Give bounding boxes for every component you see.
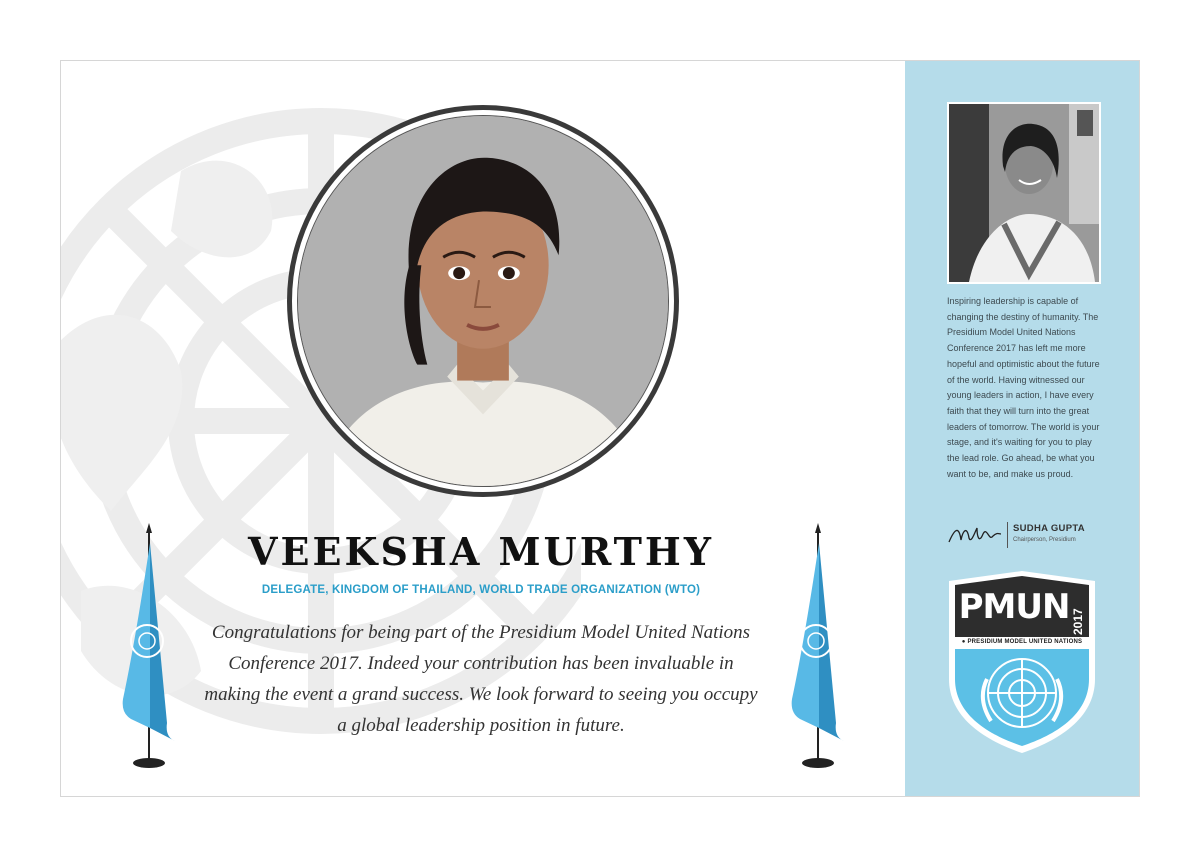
signature-block [947,519,1117,553]
signatory-name: SUDHA GUPTA [1013,523,1085,534]
congratulations-message: Congratulations for being part of the Presidium Model United Nations Conference 2017. Indeed your contribution has been invaluable in making the event a grand success. We look forward to seeing you occupy a global leadership position in future. [204,622,758,736]
signature-divider [1007,522,1008,548]
un-flag-right-icon [788,523,848,771]
badge-title: PMUN [958,587,1070,627]
signatory-title: Chairperson, Presidium [1013,537,1076,543]
handwritten-signature [947,522,1003,548]
badge-year: 2017 [1071,608,1085,635]
pmun-badge [947,569,1097,755]
chairperson-quote: Inspiring leadership is capable of changing the destiny of humanity. The Presidium Model United Nations Conference 2017 has left me more hopeful and optimistic about the future of the world. Having witnessed our young leaders in action, I have every faith that they will turn into the great leaders of tomorrow. The world is your stage, and it's waiting for you to play the lead role. Go ahead, be what you want to be, and make us proud. [947,296,1100,479]
recipient-designation: DELEGATE, KINGDOM OF THAILAND, WORLD TRADE ORGANIZATION (WTO) [261,584,701,596]
recipient-portrait [297,115,669,487]
chairperson-photo [947,102,1101,284]
recipient-name: VEEKSHA MURTHY [248,529,714,574]
chairperson-photo-icon [949,104,1099,282]
portrait-photo-icon [298,116,668,486]
badge-subtitle: ● PRESIDIUM MODEL UNITED NATIONS [961,639,1083,645]
certificate [60,60,1140,797]
chairperson-sidebar [905,61,1140,797]
recipient-portrait-frame [287,105,679,497]
